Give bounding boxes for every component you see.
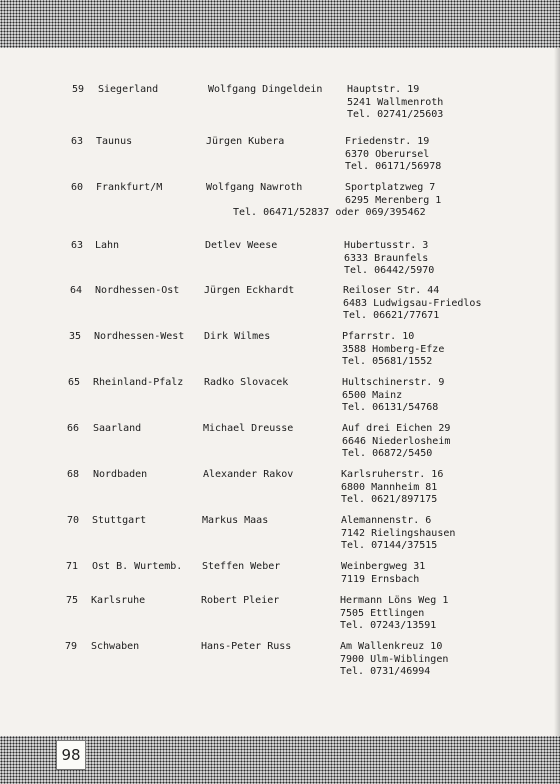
entry-number: 60 [70,182,83,193]
address-line: Tel. 05681/1552 [342,356,433,367]
entry-region: Siegerland [98,84,159,95]
address-line: 3588 Homberg-Efze [342,343,445,355]
address-line: Tel. 07144/37515 [341,540,438,551]
address-line: 6646 Niederlosheim [342,435,451,447]
entry-name: Wolfgang Dingeldein [208,84,323,95]
entry-name: Jürgen Kubera [206,136,285,147]
entry-region: Schwaben [91,641,140,652]
top-halftone-border [0,0,560,48]
entry-region: Nordbaden [93,469,148,480]
address-line: Am Wallenkreuz 10 [340,641,443,652]
entry-number: 35 [68,331,81,342]
entry-name: Steffen Weber [202,561,281,572]
entry-address [341,561,425,586]
entry-name: Radko Slovacek [204,377,289,388]
entry-name: Wolfgang Nawroth [206,182,303,193]
entry-address [345,182,441,207]
entry-address [342,331,444,369]
address-line: 6800 Mannheim 81 [341,481,438,493]
entry-number: 65 [67,377,80,388]
entry-region: Frankfurt/M [96,182,163,193]
address-line: 7505 Ettlingen [340,607,425,619]
entry-name: Alexander Rakov [203,469,294,480]
address-line: Hultschinerstr. 9 [342,377,445,388]
entry-name: Robert Pleier [201,595,280,606]
entry-region: Ost B. Wurtemb. [92,561,183,572]
address-line: Tel. 06872/5450 [342,448,433,459]
entry-number: 63 [70,136,83,147]
entry-region: Nordhessen-West [94,331,185,342]
entry-address [342,377,444,415]
address-line: Alemannenstr. 6 [341,515,432,526]
entry-number: 75 [65,595,78,606]
entry-address [341,515,455,553]
entry-number: 71 [65,561,78,572]
address-line: 6500 Mainz [342,389,403,401]
address-line: Tel. 0731/46994 [340,666,431,677]
entry-telephone: Tel. 06471/52837 oder 069/395462 [233,207,426,218]
address-line: Tel. 06442/5970 [344,265,435,276]
address-line: Friedenstr. 19 [345,136,430,147]
entry-region: Rheinland-Pfalz [93,377,184,388]
entry-address [342,423,450,461]
entry-name: Dirk Wilmes [204,331,271,342]
entry-region: Saarland [93,423,142,434]
entry-name: Detlev Weese [205,240,278,251]
address-line: Karlsruherstr. 16 [341,469,444,480]
entry-address [347,84,443,122]
entry-number: 59 [71,84,84,95]
address-line: 6295 Merenberg 1 [345,194,442,206]
address-line: 6370 Oberursel [345,148,430,160]
entry-number: 63 [70,240,83,251]
entry-address [344,240,434,278]
entry-number: 66 [66,423,79,434]
entry-number: 70 [66,515,79,526]
entry-name: Hans-Peter Russ [201,641,292,652]
entry-region: Taunus [96,136,133,147]
entry-region: Nordhessen-Ost [95,285,180,296]
entry-address [345,136,441,174]
address-line: Tel. 02741/25603 [347,109,444,120]
entry-address [343,285,481,323]
entry-number: 64 [69,285,82,296]
page-edge-shadow [554,48,560,736]
address-line: Tel. 06171/56978 [345,161,442,172]
address-line: Auf drei Eichen 29 [342,423,451,434]
address-line: Reiloser Str. 44 [343,285,440,296]
address-line: Hauptstr. 19 [347,84,420,95]
entry-address [340,595,448,633]
address-line: 6483 Ludwigsau-Friedlos [343,297,482,309]
entry-name: Markus Maas [202,515,269,526]
address-line: 6333 Braunfels [344,252,429,264]
entry-region: Karlsruhe [91,595,146,606]
entry-name: Jürgen Eckhardt [204,285,295,296]
entry-number: 68 [66,469,79,480]
address-line: Hubertusstr. 3 [344,240,429,251]
entry-region: Lahn [95,240,120,251]
page-number: 98 [56,740,86,770]
entry-address [340,641,448,679]
address-line: Hermann Löns Weg 1 [340,595,449,606]
address-line: 7119 Ernsbach [341,573,420,585]
address-line: Tel. 0621/897175 [341,494,438,505]
entry-number: 79 [64,641,77,652]
address-line: 5241 Wallmenroth [347,96,444,108]
address-line: Pfarrstr. 10 [342,331,415,342]
address-line: Tel. 06621/77671 [343,310,440,321]
address-line: Tel. 06131/54768 [342,402,439,413]
address-line: Sportplatzweg 7 [345,182,436,193]
entry-region: Stuttgart [92,515,147,526]
entry-address [341,469,443,507]
address-line: Weinbergweg 31 [341,561,426,572]
address-line: Tel. 07243/13591 [340,620,437,631]
address-line: 7142 Rielingshausen [341,527,456,539]
address-line: 7900 Ulm-Wiblingen [340,653,449,665]
entry-name: Michael Dreusse [203,423,294,434]
